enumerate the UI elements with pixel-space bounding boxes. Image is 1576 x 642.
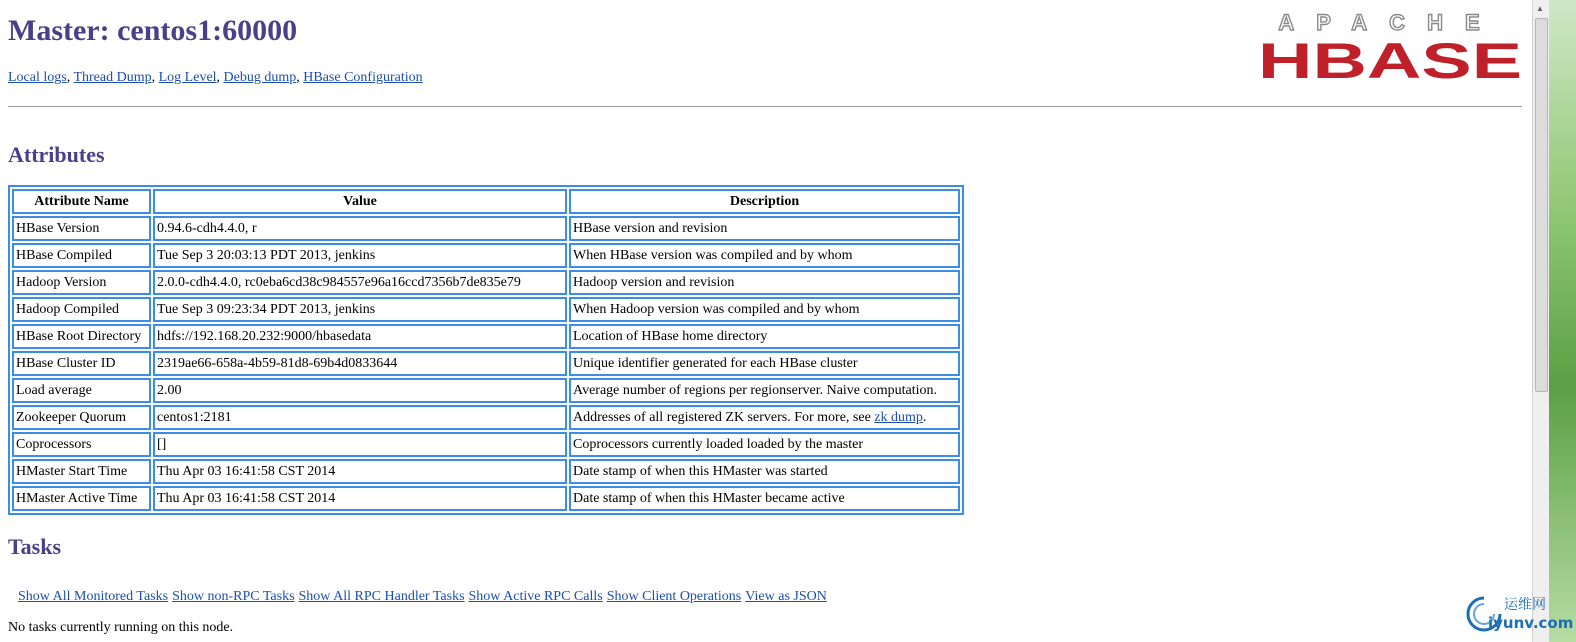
logo-hbase-text: HBASE xyxy=(1258,33,1522,82)
attribute-name: Load average xyxy=(12,378,151,403)
attribute-value: 2319ae66-658a-4b59-81d8-69b4d0833644 xyxy=(153,351,567,376)
attribute-name: HBase Root Directory xyxy=(12,324,151,349)
table-row xyxy=(12,405,960,430)
show-client-operations-link[interactable]: Show Client Operations xyxy=(606,589,742,604)
table-row xyxy=(12,270,960,295)
vertical-scrollbar[interactable] xyxy=(1532,0,1549,642)
zk-dump-link[interactable]: zk dump xyxy=(874,409,923,425)
table-row xyxy=(12,486,960,511)
attribute-description: Location of HBase home directory xyxy=(569,324,960,349)
show-non-rpc-tasks-link[interactable]: Show non-RPC Tasks xyxy=(172,589,295,604)
table-row xyxy=(12,297,960,322)
attribute-description xyxy=(569,405,960,430)
tasks-status-text: No tasks currently running on this node. xyxy=(8,620,234,635)
page-title: Master: centos1:60000 xyxy=(8,14,298,47)
table-row xyxy=(12,459,960,484)
attribute-value: Thu Apr 03 16:41:58 CST 2014 xyxy=(153,459,567,484)
attribute-description: Date stamp of when this HMaster became active xyxy=(569,486,960,511)
table-row xyxy=(12,432,960,457)
zk-description-text: Addresses of all registered ZK servers. For more, see xyxy=(573,409,875,425)
local-logs-link[interactable]: Local logs xyxy=(8,70,67,85)
attribute-description: When Hadoop version was compiled and by whom xyxy=(569,297,960,322)
log-level-link[interactable]: Log Level xyxy=(158,70,217,85)
show-all-rpc-handler-tasks-link[interactable]: Show All RPC Handler Tasks xyxy=(298,589,465,604)
show-all-monitored-tasks-link[interactable]: Show All Monitored Tasks xyxy=(18,589,169,604)
attribute-name: Hadoop Compiled xyxy=(12,297,151,322)
top-links: Local logs, Thread Dump, Log Level, Debug dump, HBase Configuration xyxy=(8,70,423,85)
watermark-top-text: 运维网 xyxy=(1504,597,1546,613)
watermark-bottom-text: iyunv.com xyxy=(1488,614,1574,632)
attribute-name: HBase Cluster ID xyxy=(12,351,151,376)
desktop-background xyxy=(1549,0,1576,642)
attribute-description: HBase version and revision xyxy=(569,216,960,241)
attribute-value: 0.94.6-cdh4.4.0, r xyxy=(153,216,567,241)
attribute-name: HBase Version xyxy=(12,216,151,241)
attribute-description: When HBase version was compiled and by whom xyxy=(569,243,960,268)
table-header-row xyxy=(12,189,960,214)
attribute-description: Date stamp of when this HMaster was started xyxy=(569,459,960,484)
attribute-description: Average number of regions per regionserver. Naive computation. xyxy=(569,378,960,403)
attribute-value: Thu Apr 03 16:41:58 CST 2014 xyxy=(153,486,567,511)
header-divider xyxy=(8,106,1522,107)
attribute-description: Unique identifier generated for each HBase cluster xyxy=(569,351,960,376)
attribute-name: HMaster Active Time xyxy=(12,486,151,511)
attribute-value: Tue Sep 3 20:03:13 PDT 2013, jenkins xyxy=(153,243,567,268)
debug-dump-link[interactable]: Debug dump xyxy=(223,70,297,85)
attribute-value: 2.0.0-cdh4.4.0, rc0eba6cd38c984557e96a16ccd7356b7de835e79 xyxy=(153,270,567,295)
attributes-table xyxy=(8,185,964,515)
table-row xyxy=(12,378,960,403)
column-header: Value xyxy=(153,189,567,214)
scrollbar-thumb[interactable] xyxy=(1535,18,1548,392)
logo-apache-text: APACHE xyxy=(1278,12,1502,35)
zk-description-tail: . xyxy=(922,409,927,425)
tasks-heading: Tasks xyxy=(8,534,62,559)
hbase-configuration-link[interactable]: HBase Configuration xyxy=(303,70,423,85)
site-watermark xyxy=(1462,592,1572,638)
task-filter-links xyxy=(18,589,831,605)
attribute-name: Hadoop Version xyxy=(12,270,151,295)
attribute-name: HBase Compiled xyxy=(12,243,151,268)
attribute-description: Coprocessors currently loaded loaded by the master xyxy=(569,432,960,457)
attribute-value: centos1:2181 xyxy=(153,405,567,430)
attribute-value: hdfs://192.168.20.232:9000/hbasedata xyxy=(153,324,567,349)
attribute-name: HMaster Start Time xyxy=(12,459,151,484)
attribute-value: [] xyxy=(153,432,567,457)
table-row xyxy=(12,216,960,241)
attributes-heading: Attributes xyxy=(8,142,105,167)
column-header: Attribute Name xyxy=(12,189,151,214)
apache-hbase-logo xyxy=(1256,12,1524,82)
column-header: Description xyxy=(569,189,960,214)
attribute-name: Coprocessors xyxy=(12,432,151,457)
attribute-value: Tue Sep 3 09:23:34 PDT 2013, jenkins xyxy=(153,297,567,322)
scroll-up-arrow-icon[interactable]: ▲ xyxy=(1536,4,1544,13)
attribute-value: 2.00 xyxy=(153,378,567,403)
thread-dump-link[interactable]: Thread Dump xyxy=(73,70,152,85)
attribute-name: Zookeeper Quorum xyxy=(12,405,151,430)
view-as-json-link[interactable]: View as JSON xyxy=(745,589,827,604)
table-row xyxy=(12,324,960,349)
table-row xyxy=(12,351,960,376)
table-row xyxy=(12,243,960,268)
show-active-rpc-calls-link[interactable]: Show Active RPC Calls xyxy=(468,589,603,604)
attribute-description: Hadoop version and revision xyxy=(569,270,960,295)
